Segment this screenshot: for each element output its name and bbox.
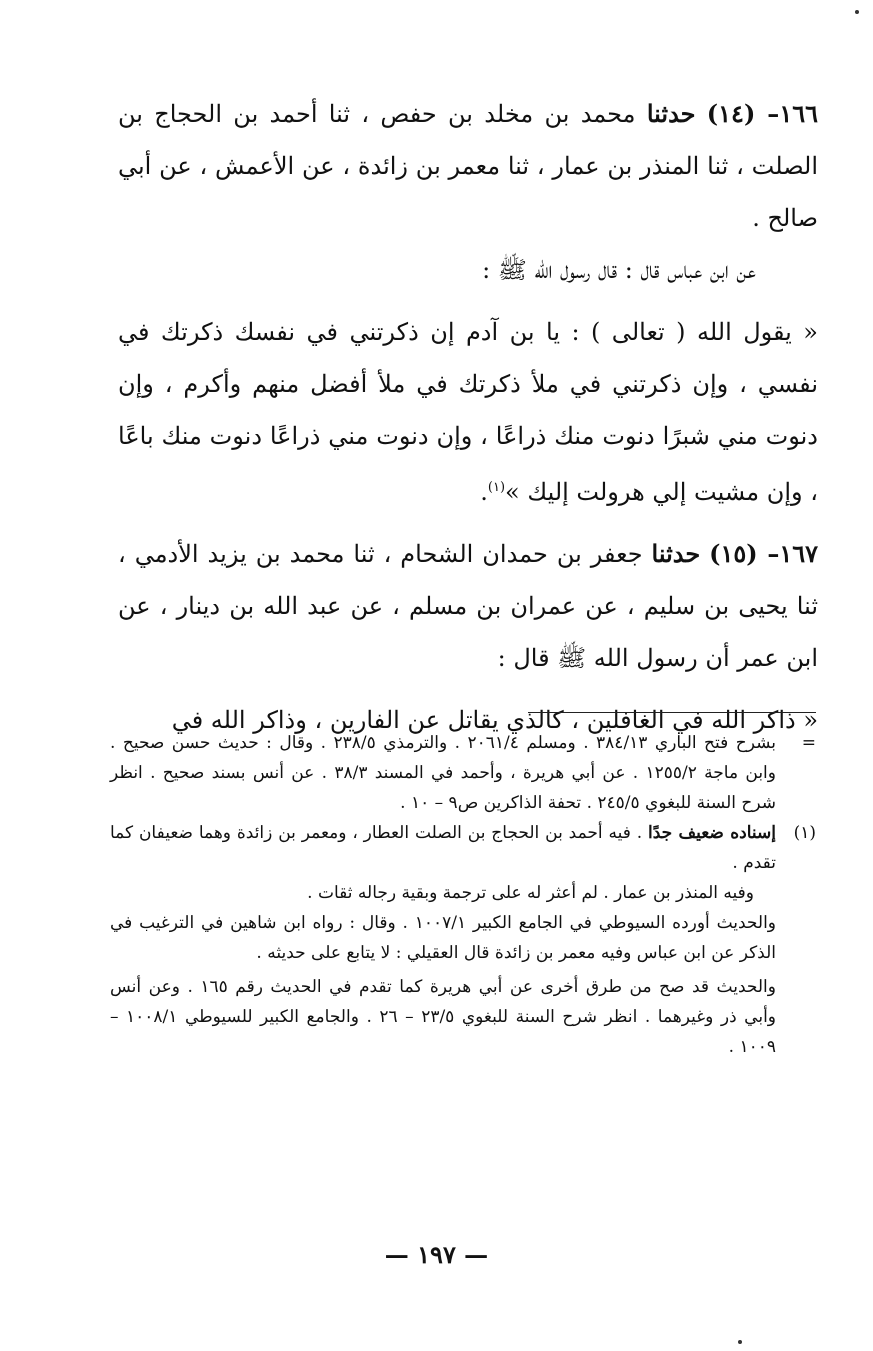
isnad-text: جعفر بن حمدان الشحام ، ثنا محمد بن يزيد الأدمي ، ثنا يحيى بن سليم ، عن عمران بن مسلم ، عن عبد الله بن دينار ، عن ابن عمر أن رسول الله ﷺ قال : bbox=[118, 540, 818, 672]
footnote-1 bbox=[110, 818, 816, 1062]
footnote-separator bbox=[528, 712, 816, 713]
matn-text: « يقول الله ( تعالى ) : يا بن آدم إن ذكرتني في نفسك ذكرتك في نفسي ، وإن ذكرتني في ملأ ذكرتك في ملأ أفضل منهم وأكرم ، وإن دنوت مني شبرًا دنوت منك ذراعًا ، وإن دنوت مني ذراعًا دنوت منك باعًا ، وإن مشيت إلي هرولت إليك » bbox=[118, 318, 818, 506]
hadith-number: ١٦٧– (١٥) bbox=[709, 539, 819, 568]
page-number: — ١٩٧ — bbox=[384, 1240, 489, 1269]
footnote-text: وفيه المنذر بن عمار . لم أعثر له على ترجمة وبقية رجاله ثقات . bbox=[307, 883, 754, 903]
hadith-167-chain bbox=[118, 528, 818, 684]
hadith-167-text: « ذاكر الله في الغافلين ، كالذي يقاتل عن الفارين ، وذاكر الله في bbox=[171, 706, 818, 734]
isnad-text: محمد بن مخلد بن حفص ، ثنا أحمد بن الحجاج بن الصلت ، ثنا المنذر بن عمار ، ثنا معمر بن زائدة ، عن الأعمش ، عن أبي صالح . bbox=[118, 100, 818, 232]
narration-keyword: حدثنا bbox=[646, 99, 696, 128]
footnote-ref: (١) bbox=[487, 480, 506, 495]
footnote-text: والحديث قد صح من طرق أخرى عن أبي هريرة كما تقدم في الحديث رقم ١٦٥ . وعن أنس وأبي ذر وغيرهما . انظر شرح السنة للبغوي ٢٣/٥ – ٢٦ . والجامع الكبير للسيوطي ١٠٠٨/١ – ١٠٠٩ . bbox=[110, 977, 777, 1057]
grading-detail: . فيه أحمد بن الحجاج بن الصلت العطار ، ومعمر بن زائدة وهما ضعيفان كما تقدم . bbox=[110, 823, 776, 873]
grading-label: إسناده ضعيف جدًا bbox=[647, 823, 776, 843]
continuation-mark: = bbox=[801, 733, 816, 753]
narration-keyword: حدثنا bbox=[651, 539, 701, 568]
footnote-text bbox=[110, 818, 776, 878]
scan-speck bbox=[738, 1340, 742, 1344]
footnote-number: (١) bbox=[793, 823, 816, 843]
main-text bbox=[118, 88, 818, 746]
hadith-166-text bbox=[118, 306, 818, 518]
sentence-end: . bbox=[480, 478, 488, 506]
footnote-text: بشرح فتح الباري ٣٨٤/١٣ . ومسلم ٢٠٦١/٤ . والترمذي ٢٣٨/٥ . وقال : حديث حسن صحيح . وابن ماجة ١٢٥٥/٢ . عن أبي هريرة ، وأحمد في المسند ٣٨/٣ . عن أنس بسند صحيح . انظر شرح السنة للبغوي ٢٤٥/٥ . تحفة الذاكرين ص٩ – ١٠ . bbox=[110, 733, 776, 813]
hadith-number: ١٦٦– (١٤) bbox=[706, 99, 818, 128]
scan-speck bbox=[855, 10, 859, 14]
footnotes bbox=[110, 728, 816, 1062]
hadith-166-chain bbox=[118, 88, 818, 244]
hadith-166-intro: عن ابن عباس قال : قال رسول الله ﷺ : bbox=[482, 256, 756, 284]
footnote-continuation bbox=[110, 728, 816, 818]
footnote-text: والحديث أورده السيوطي في الجامع الكبير ١٠٠٧/١ . وقال : رواه ابن شاهين في الترغيب في الذكر عن ابن عباس وفيه معمر بن زائدة قال العقيلي : لا يتابع على حديثه . bbox=[110, 913, 777, 963]
